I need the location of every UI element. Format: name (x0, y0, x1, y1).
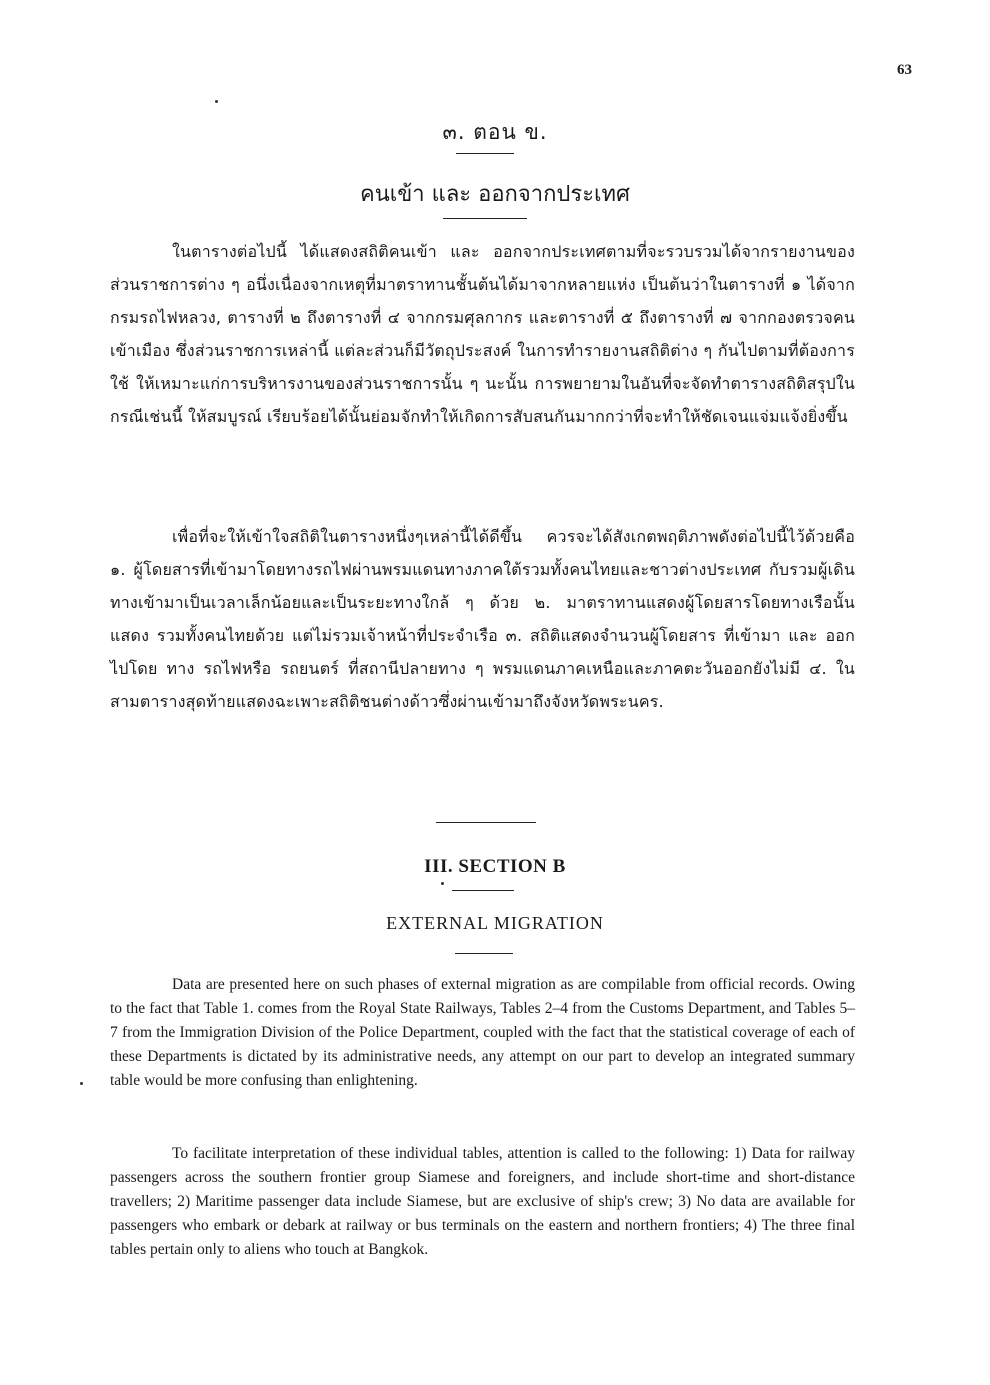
thai-section-heading: ๓. ตอน ข. (442, 120, 548, 144)
title-divider (443, 218, 527, 219)
english-paragraph-2: To facilitate interpretation of these individual tables, attention is called to the following: 1) Data for railway passengers across the southern frontier group Siamese and foreigners, and include short-time and short-distance travellers; 2) Maritime passenger data include Siamese, but are exclusive of ship's crew; 3) No data are available for passengers who embark or debark at railway or bus terminals on the eastern and northern frontiers; 4) The three final tables pertain only to aliens who touch at Bangkok. (110, 1145, 855, 1258)
english-section-title: EXTERNAL MIGRATION (386, 913, 604, 933)
thai-section-title: คนเข้า และ ออกจากประเทศ (359, 182, 631, 207)
scan-speck (215, 100, 218, 103)
thai-paragraph-1: ในตารางต่อไปนี้ ได้แสดงสถิติคนเข้า และ ออกจากประเทศตามที่จะรวบรวมได้จากรายงานของส่วนราชการต่าง ๆ อนึ่งเนื่องจากเหตุที่มาตราทานชั้นต้นได้มาจากหลายแห่ง เป็นต้นว่าในตารางที่ ๑ ได้จากกรมรถไฟหลวง, ตารางที่ ๒ ถึงตารางที่ ๔ จากกรมศุลกากร และตารางที่ ๕ ถึงตารางที่ ๗ จากกองตรวจคนเข้าเมือง ซึ่งส่วนราชการเหล่านี้ แต่ละส่วนก็มีวัตถุประสงค์ ในการทำรายงานสถิติต่าง ๆ กันไปตามที่ต้องการใช้ ให้เหมาะแก่การบริหารงานของส่วนราชการนั้น ๆ นะนั้น การพยายามในอันที่จะจัดทำตารางสถิติสรุปในกรณีเช่นนี้ ให้สมบูรณ์ เรียบร้อยได้นั้นย่อมจักทำให้เกิดการสับสนกันมากกว่าที่จะทำให้ชัดเจนแจ่มแจ้งยิ่งขึ้น (110, 242, 855, 426)
english-paragraph-1: Data are presented here on such phases of external migration as are compilable from official records. Owing to the fact that Table 1. comes from the Royal State Railways, Tables 2–4 from the Customs Department, and Tables 5–7 from the Immigration Division of the Police Department, coupled with the fact that the statistical coverage of each of these Departments is dictated by its administrative needs, any attempt on our part to develop an integrated summary table would be more confusing than enlightening. (110, 976, 855, 1089)
title-divider (455, 953, 513, 954)
section-divider (436, 822, 536, 823)
scan-speck (80, 1082, 83, 1085)
heading-divider (456, 153, 514, 154)
english-section-heading: III. SECTION B (424, 856, 566, 877)
scan-speck (441, 882, 444, 885)
heading-divider (452, 890, 514, 891)
page-number: 63 (897, 62, 912, 78)
thai-paragraph-2: เพื่อที่จะให้เข้าใจสถิติในตารางหนึ่งๆเหล่านี้ได้ดีขึ้น ควรจะได้สังเกตพฤติภาพดังต่อไปนี้ไว้ด้วยคือ ๑. ผู้โดยสารที่เข้ามาโดยทางรถไฟผ่านพรมแดนทางภาคใต้รวมทั้งคนไทยและชาวต่างประเทศ กับรวมผู้เดินทางเข้ามาเป็นเวลาเล็กน้อยและเป็นระยะทางใกล้ ๆ ด้วย ๒. มาตราทานแสดงผู้โดยสารโดยทางเรือนั้น แสดง รวมทั้งคนไทยด้วย แต่ไม่รวมเจ้าหน้าที่ประจำเรือ ๓. สถิติแสดงจำนวนผู้โดยสาร ที่เข้ามา และ ออกไปโดย ทาง รถไฟหรือ รถยนตร์ ที่สถานีปลายทาง ๆ พรมแดนภาคเหนือและภาคตะวันออกยังไม่มี ๔. ในสามตารางสุดท้ายแสดงฉะเพาะสถิติชนต่างด้าวซึ่งผ่านเข้ามาถึงจังหวัดพระนคร. (110, 527, 855, 711)
